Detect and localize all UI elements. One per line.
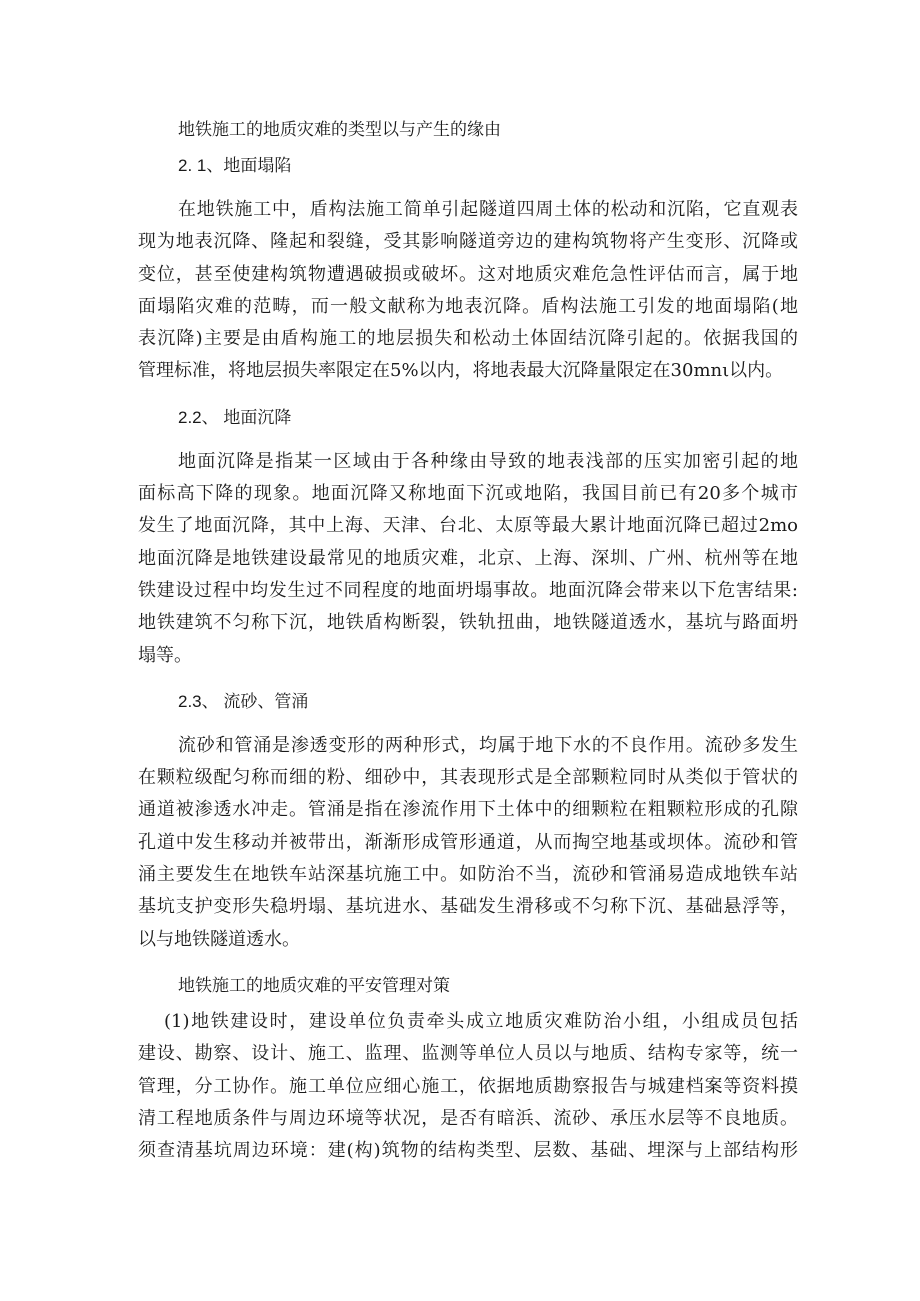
measures-body	[138, 1006, 798, 1167]
paragraph-line: 涌主要发生在地铁车站深基坑施工中。如防治不当，流砂和管涌易造成地铁车站	[138, 864, 798, 886]
paragraph-line: 地铁建筑不匀称下沉，地铁盾构断裂，铁轨扭曲，地铁隧道透水，基坑与路面坍	[138, 612, 798, 634]
section-heading-2-3: 2.3、 流砂、管涌	[178, 691, 309, 711]
paragraph-line: 塌等。	[138, 644, 192, 666]
paragraph-line: 须查清基坑周边环境：建(构)筑物的结构类型、层数、基础、埋深与上部结构形	[138, 1140, 798, 1162]
paragraph-line: 铁建设过程中均发生过不同程度的地面坍塌事故。地面沉降会带来以下危害结果:	[138, 579, 798, 601]
document-title: 地铁施工的地质灾难的类型以与产生的缘由	[178, 120, 501, 140]
section-body-2-3	[138, 730, 798, 956]
paragraph-line: (1)地铁建设时，建设单位负责牵头成立地质灾难防治小组，小组成员包括	[164, 1010, 798, 1032]
paragraph-line: 管理标准，将地层损失率限定在5%以内，将地表最大沉降量限定在30mnι以内。	[138, 360, 784, 382]
paragraph-line: 在颗粒级配匀称而细的粉、细砂中，其表现形式是全部颗粒同时从类似于管状的	[138, 767, 798, 789]
paragraph-line: 建设、勘察、设计、施工、监理、监测等单位人员以与地质、结构专家等，统一	[138, 1043, 798, 1065]
paragraph-line: 面塌陷灾难的范畴，而一般文献称为地表沉降。盾构法施工引发的地面塌陷(地	[138, 295, 798, 317]
paragraph-line: 变位，甚至使建构筑物遭遇破损或破坏。这对地质灾难危急性评估而言，属于地	[138, 263, 798, 285]
paragraph-line: 发生了地面沉降，其中上海、天津、台北、太原等最大累计地面沉降已超过2mo	[138, 515, 798, 537]
paragraph-line: 清工程地质条件与周边环境等状况，是否有暗浜、流砂、承压水层等不良地质。	[138, 1107, 798, 1129]
paragraph-line: 通道被渗透水冲走。管涌是指在渗流作用下土体中的细颗粒在粗颗粒形成的孔隙	[138, 799, 798, 821]
section-body-2-2	[138, 446, 798, 672]
paragraph-line: 流砂和管涌是渗透变形的两种形式，均属于地下水的不良作用。流砂多发生	[178, 734, 798, 756]
paragraph-line: 管理，分工协作。施工单位应细心施工，依据地质勘察报告与城建档案等资料摸	[138, 1075, 798, 1097]
paragraph-line: 孔道中发生移动并被带出，渐渐形成管形通道，从而掏空地基或坝体。流砂和管	[138, 831, 798, 853]
section-body-2-1	[138, 194, 798, 388]
paragraph-line: 基坑支护变形失稳坍塌、基坑进水、基础发生滑移或不匀称下沉、基础悬浮等，	[138, 896, 798, 918]
paragraph-line: 地面沉降是指某一区域由于各种缘由导致的地表浅部的压实加密引起的地	[178, 450, 798, 472]
paragraph-line: 在地铁施工中，盾构法施工简单引起隧道四周土体的松动和沉陷，它直观表	[178, 199, 798, 220]
paragraph-line: 表沉降)主要是由盾构施工的地层损失和松动土体固结沉降引起的。依据我国的	[138, 328, 798, 350]
section-heading-2-2: 2.2、 地面沉降	[178, 407, 292, 427]
paragraph-line: 面标高下降的现象。地面沉降又称地面下沉或地陷，我国目前已有20多个城市	[138, 483, 798, 505]
document-page	[138, 112, 798, 1179]
section-heading-2-1: 2. 1、地面塌陷	[178, 156, 292, 175]
measures-heading: 地铁施工的地质灾难的平安管理对策	[178, 975, 450, 996]
paragraph-line: 地面沉降是地铁建设最常见的地质灾难，北京、上海、深圳、广州、杭州等在地	[138, 547, 798, 569]
paragraph-line: 现为地表沉降、隆起和裂缝，受其影响隧道旁边的建构筑物将产生变形、沉降或	[138, 231, 798, 253]
paragraph-line: 以与地铁隧道透水。	[138, 928, 300, 950]
